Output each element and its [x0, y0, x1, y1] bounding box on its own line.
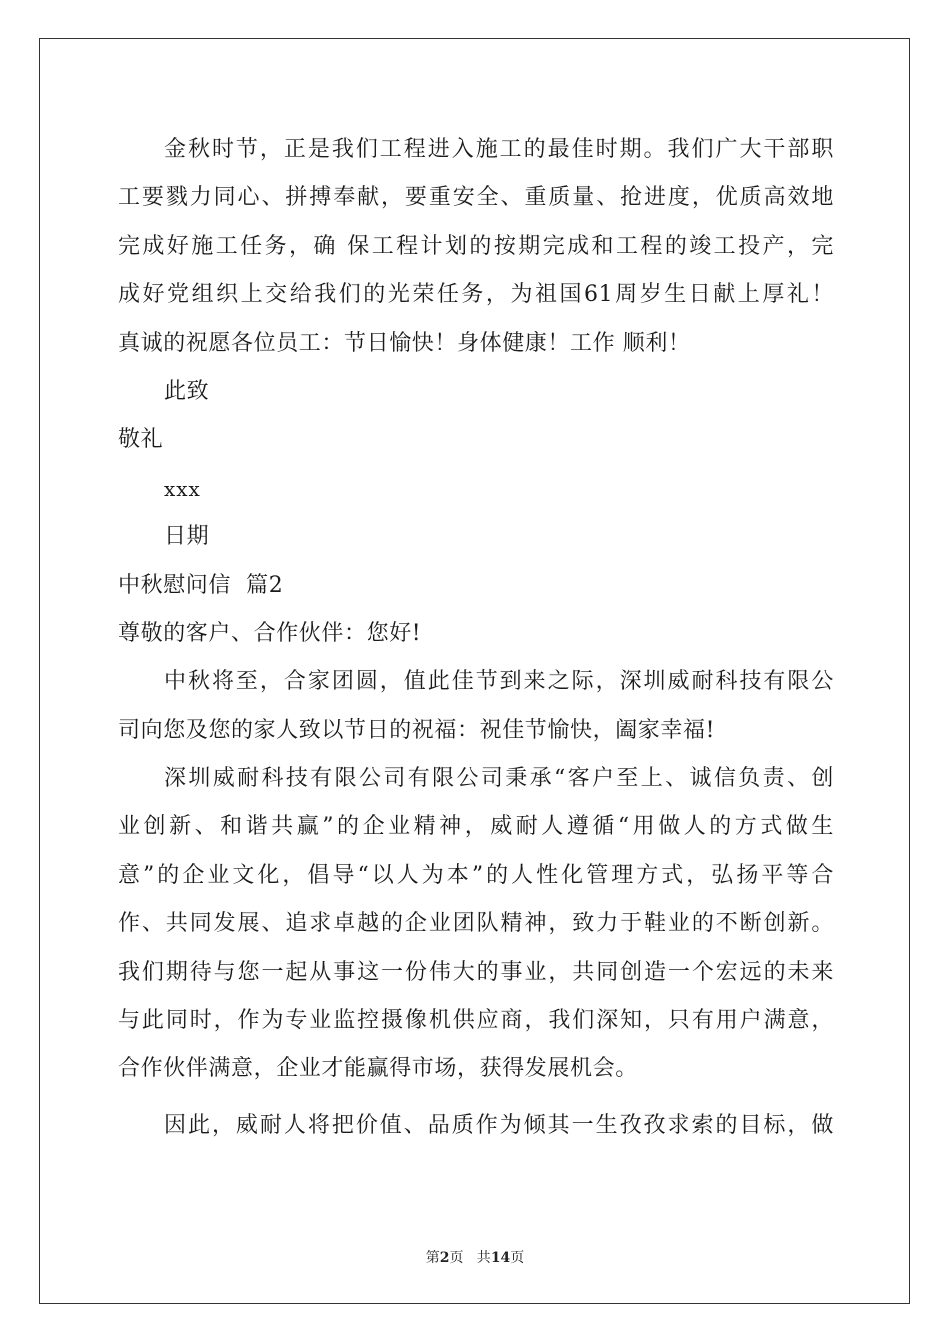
paragraph-line: 真诚的祝愿各位员工：节日愉快！身体健康！工作 顺利！: [118, 330, 691, 356]
paragraph-line: 业创新、和谐共赢”的企业精神，威耐人遵循“用做人的方式做生: [118, 814, 834, 840]
paragraph-line: 金秋时节，正是我们工程进入施工的最佳时期。我们广大干部职: [164, 137, 834, 162]
page-footer: [0, 1247, 950, 1267]
paragraph-line: 与此同时，作为专业监控摄像机供应商，我们深知，只有用户满意，: [118, 1008, 834, 1034]
footer-page-number: 2: [439, 1250, 450, 1266]
paragraph-line: 成好党组织上交给我们的光荣任务，为祖国61周岁生日献上厚礼！: [118, 282, 834, 308]
greeting-line: 尊敬的客户、合作伙伴：您好!: [118, 620, 422, 646]
footer-suffix: 页: [510, 1250, 525, 1266]
closing-regards: 敬礼: [118, 427, 164, 453]
closing-salutation: 此致: [164, 378, 210, 404]
footer-total-pages: 14: [490, 1250, 511, 1266]
paragraph-line: 合作伙伴满意，企业才能赢得市场，获得发展机会。: [118, 1056, 638, 1082]
paragraph-line: 中秋将至，合家团圆，值此佳节到来之际，深圳威耐科技有限公: [164, 669, 834, 695]
paragraph-line: 工要戮力同心、拼搏奉献，要重安全、重质量、抢进度，优质高效地: [118, 185, 834, 211]
document-body: [118, 126, 834, 1150]
signature-name: xxx: [164, 476, 201, 501]
section-heading: 中秋慰问信 篇2: [118, 572, 284, 598]
paragraph-line: 完成好施工任务，确 保工程计划的按期完成和工程的竣工投产，完: [118, 233, 834, 259]
paragraph-line: 因此，威耐人将把价值、品质作为倾其一生孜孜求索的目标，做: [164, 1112, 834, 1138]
footer-middle: 页 共: [449, 1250, 491, 1266]
signature-date: 日期: [164, 524, 210, 550]
paragraph-line: 我们期待与您一起从事这一份伟大的事业，共同创造一个宏远的未来: [118, 959, 834, 985]
paragraph-line: 司向您及您的家人致以节日的祝福：祝佳节愉快，阖家幸福!: [118, 717, 716, 743]
paragraph-line: 作、共同发展、追求卓越的企业团队精神，致力于鞋业的不断创新。: [118, 911, 834, 937]
footer-prefix: 第: [425, 1250, 440, 1266]
paragraph-line: 意”的企业文化，倡导“以人为本”的人性化管理方式，弘扬平等合: [118, 862, 834, 888]
paragraph-line: 深圳威耐科技有限公司有限公司秉承“客户至上、诚信负责、创: [164, 766, 834, 792]
